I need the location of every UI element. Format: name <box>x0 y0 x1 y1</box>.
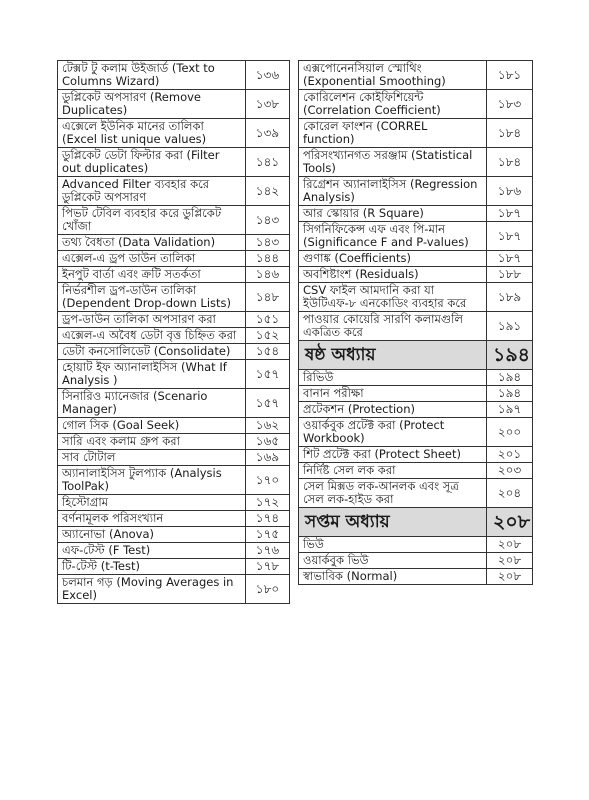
toc-entry-row <box>58 251 290 267</box>
entry-title: সিগনিফিকেন্স এফ এবং পি-মান (Significance F and P-values) <box>299 222 487 251</box>
chapter-heading-row <box>299 341 533 370</box>
entry-page-number: ১৫২ <box>246 328 290 344</box>
entry-page-number: ১৮৪ <box>487 148 533 177</box>
chapter-heading-row <box>299 508 533 537</box>
entry-page-number: ১৫১ <box>246 312 290 328</box>
toc-entry-row <box>58 559 290 575</box>
toc-entry-row <box>58 360 290 389</box>
entry-title: আর স্কোয়ার (R Square) <box>299 206 487 222</box>
toc-entry-row <box>58 527 290 543</box>
toc-entry-row <box>58 235 290 251</box>
entry-title: ড্রপ-ডাউন তালিকা অপসারণ করা <box>58 312 246 328</box>
entry-page-number: ২০৮ <box>487 569 533 585</box>
toc-entry-row <box>58 206 290 235</box>
toc-entry-row <box>299 90 533 119</box>
toc-entry-row <box>58 148 290 177</box>
entry-page-number: ১৪১ <box>246 148 290 177</box>
chapter-title: সপ্তম অধ্যায় <box>299 508 487 537</box>
toc-entry-row <box>58 177 290 206</box>
entry-title: ওয়ার্কবুক প্রটেক্ট করা (Protect Workbook) <box>299 418 487 447</box>
entry-title: ডুপ্লিকেট ডেটা ফিল্টার করা (Filter out duplicates) <box>58 148 246 177</box>
entry-title: রিগ্রেশন অ্যানালাইসিস (Regression Analysis) <box>299 177 487 206</box>
entry-page-number: ২০১ <box>487 447 533 463</box>
entry-page-number: ১৮০ <box>246 575 290 604</box>
entry-page-number: ১৮৭ <box>487 222 533 251</box>
toc-entry-row <box>299 402 533 418</box>
toc-left-table <box>57 60 290 604</box>
toc-entry-row <box>58 90 290 119</box>
entry-title: ইনপুট বার্তা এবং ক্রটি সতর্কতা <box>58 267 246 283</box>
toc-entry-row <box>58 511 290 527</box>
entry-page-number: ১৮৭ <box>487 206 533 222</box>
toc-entry-row <box>299 569 533 585</box>
chapter-page-number: ২০৮ <box>487 508 533 537</box>
chapter-page-number: ১৯৪ <box>487 341 533 370</box>
entry-title: চলমান গড় (Moving Averages in Excel) <box>58 575 246 604</box>
toc-entry-row <box>299 447 533 463</box>
entry-title: এফ-টেস্ট (F Test) <box>58 543 246 559</box>
entry-page-number: ১৭৫ <box>246 527 290 543</box>
toc-entry-row <box>299 283 533 312</box>
entry-title: কোরেল ফাংশন (CORREL function) <box>299 119 487 148</box>
entry-page-number: ১৮৩ <box>487 90 533 119</box>
entry-title: এক্সেলে ইউনিক মানের তালিকা (Excel list unique values) <box>58 119 246 148</box>
entry-title: অবশিষ্টাংশ (Residuals) <box>299 267 487 283</box>
entry-title: CSV ফাইল আমদানি করা যা ইউটিএফ-৮ এনকোডিং ব্যবহার করে <box>299 283 487 312</box>
entry-page-number: ১৩৯ <box>246 119 290 148</box>
entry-title: পরিসংখ্যানগত সরঞ্জাম (Statistical Tools) <box>299 148 487 177</box>
toc-right-table <box>298 60 533 585</box>
toc-entry-row <box>58 575 290 604</box>
toc-entry-row <box>299 553 533 569</box>
entry-title: এক্সপোনেনসিয়াল স্মোথিং (Exponential Smoothing) <box>299 61 487 90</box>
entry-page-number: ১৫৪ <box>246 344 290 360</box>
toc-left-body <box>58 61 290 604</box>
entry-title: Advanced Filter ব্যবহার করে ডুপ্লিকেট অপসারণ <box>58 177 246 206</box>
entry-title: তথ্য বৈধতা (Data Validation) <box>58 235 246 251</box>
entry-title: কোরিলেশন কোইফিশিয়েন্ট (Correlation Coefficient) <box>299 90 487 119</box>
entry-page-number: ১৬৫ <box>246 434 290 450</box>
entry-title: রিভিউ <box>299 370 487 386</box>
toc-entry-row <box>58 267 290 283</box>
entry-page-number: ১৯৭ <box>487 402 533 418</box>
toc-entry-row <box>299 370 533 386</box>
toc-entry-row <box>58 434 290 450</box>
entry-title: গোল সিক (Goal Seek) <box>58 418 246 434</box>
toc-entry-row <box>58 543 290 559</box>
toc-entry-row <box>58 283 290 312</box>
entry-page-number: ১৫৭ <box>246 360 290 389</box>
chapter-title: ষষ্ঠ অধ্যায় <box>299 341 487 370</box>
entry-title: টেক্সট টু কলাম উইজার্ড (Text to Columns Wizard) <box>58 61 246 90</box>
toc-entry-row <box>58 312 290 328</box>
entry-page-number: ১৪৬ <box>246 267 290 283</box>
entry-page-number: ১৮১ <box>487 61 533 90</box>
toc-entry-row <box>58 389 290 418</box>
toc-entry-row <box>58 418 290 434</box>
entry-title: বানান পরীক্ষা <box>299 386 487 402</box>
entry-title: স্বাভাবিক (Normal) <box>299 569 487 585</box>
entry-page-number: ২০৩ <box>487 463 533 479</box>
entry-page-number: ১৫৭ <box>246 389 290 418</box>
toc-entry-row <box>58 344 290 360</box>
entry-page-number: ১৮৪ <box>487 119 533 148</box>
entry-page-number: ১৩৬ <box>246 61 290 90</box>
entry-title: গুণাঙ্ক (Coefficients) <box>299 251 487 267</box>
toc-entry-row <box>299 479 533 508</box>
entry-page-number: ১৭০ <box>246 466 290 495</box>
entry-page-number: ১৭৪ <box>246 511 290 527</box>
entry-page-number: ১৪৩ <box>246 235 290 251</box>
entry-page-number: ১৭২ <box>246 495 290 511</box>
entry-title: হোয়াট ইফ অ্যানালাইসিস (What If Analysis ) <box>58 360 246 389</box>
toc-entry-row <box>299 206 533 222</box>
entry-page-number: ২০৪ <box>487 479 533 508</box>
entry-title: সাব টোটাল <box>58 450 246 466</box>
toc-entry-row <box>58 450 290 466</box>
entry-page-number: ১৪৪ <box>246 251 290 267</box>
entry-title: ডেটা কনসোলিডেট (Consolidate) <box>58 344 246 360</box>
entry-page-number: ১৮৭ <box>487 251 533 267</box>
toc-entry-row <box>58 495 290 511</box>
toc-entry-row <box>58 119 290 148</box>
entry-title: সেল মিক্সড লক-আনলক এবং সূত্র সেল লক-হাইড করা <box>299 479 487 508</box>
entry-page-number: ১৪৮ <box>246 283 290 312</box>
entry-title: নির্দিষ্ট সেল লক করা <box>299 463 487 479</box>
entry-title: এক্সেল-এ ড্রপ ডাউন তালিকা <box>58 251 246 267</box>
toc-entry-row <box>58 328 290 344</box>
entry-title: শিট প্রটেক্ট করা (Protect Sheet) <box>299 447 487 463</box>
entry-title: সিনারিও ম্যানেজার (Scenario Manager) <box>58 389 246 418</box>
entry-title: ডুপ্লিকেট অপসারণ (Remove Duplicates) <box>58 90 246 119</box>
entry-page-number: ১৭৬ <box>246 543 290 559</box>
toc-right-body <box>299 61 533 585</box>
entry-title: ভিউ <box>299 537 487 553</box>
entry-page-number: ১৩৮ <box>246 90 290 119</box>
entry-title: অ্যানালাইসিস টুলপ্যাক (Analysis ToolPak) <box>58 466 246 495</box>
entry-page-number: ১৪৩ <box>246 206 290 235</box>
entry-page-number: ২০০ <box>487 418 533 447</box>
entry-title: বর্ণনামূলক পরিসংখ্যান <box>58 511 246 527</box>
entry-title: টি-টেস্ট (t-Test) <box>58 559 246 575</box>
entry-page-number: ১৯১ <box>487 312 533 341</box>
toc-entry-row <box>299 148 533 177</box>
entry-page-number: ১৬২ <box>246 418 290 434</box>
toc-entry-row <box>299 251 533 267</box>
entry-page-number: ১৪২ <box>246 177 290 206</box>
entry-page-number: ২০৮ <box>487 553 533 569</box>
entry-title: এক্সেল-এ অবৈধ ডেটা বৃত্ত চিহ্নিত করা <box>58 328 246 344</box>
entry-title: নির্ভরশীল ড্রপ-ডাউন তালিকা (Dependent Drop-down Lists) <box>58 283 246 312</box>
toc-entry-row <box>299 119 533 148</box>
entry-page-number: ১৯৪ <box>487 370 533 386</box>
toc-entry-row <box>58 61 290 90</box>
toc-entry-row <box>299 177 533 206</box>
toc-entry-row <box>299 267 533 283</box>
toc-entry-row <box>299 386 533 402</box>
entry-page-number: ১৮৮ <box>487 267 533 283</box>
entry-title: অ্যানোভা (Anova) <box>58 527 246 543</box>
entry-title: সারি এবং কলাম গ্রুপ করা <box>58 434 246 450</box>
entry-page-number: ১৮৯ <box>487 283 533 312</box>
entry-page-number: ১৮৬ <box>487 177 533 206</box>
entry-page-number: ১৯৪ <box>487 386 533 402</box>
entry-title: ওয়ার্কবুক ভিউ <box>299 553 487 569</box>
entry-title: প্রটেকশন (Protection) <box>299 402 487 418</box>
entry-page-number: ১৭৮ <box>246 559 290 575</box>
entry-page-number: ১৬৯ <box>246 450 290 466</box>
entry-title: হিস্টোগ্রাম <box>58 495 246 511</box>
toc-entry-row <box>299 418 533 447</box>
toc-entry-row <box>299 61 533 90</box>
entry-title: পিভট টেবিল ব্যবহার করে ডুপ্লিকেট খোঁজা <box>58 206 246 235</box>
toc-entry-row <box>299 222 533 251</box>
toc-entry-row <box>299 312 533 341</box>
entry-title: পাওয়ার কোয়েরি সারণি কলামগুলি একত্রিত করে <box>299 312 487 341</box>
toc-entry-row <box>299 463 533 479</box>
toc-entry-row <box>58 466 290 495</box>
toc-entry-row <box>299 537 533 553</box>
entry-page-number: ২০৮ <box>487 537 533 553</box>
